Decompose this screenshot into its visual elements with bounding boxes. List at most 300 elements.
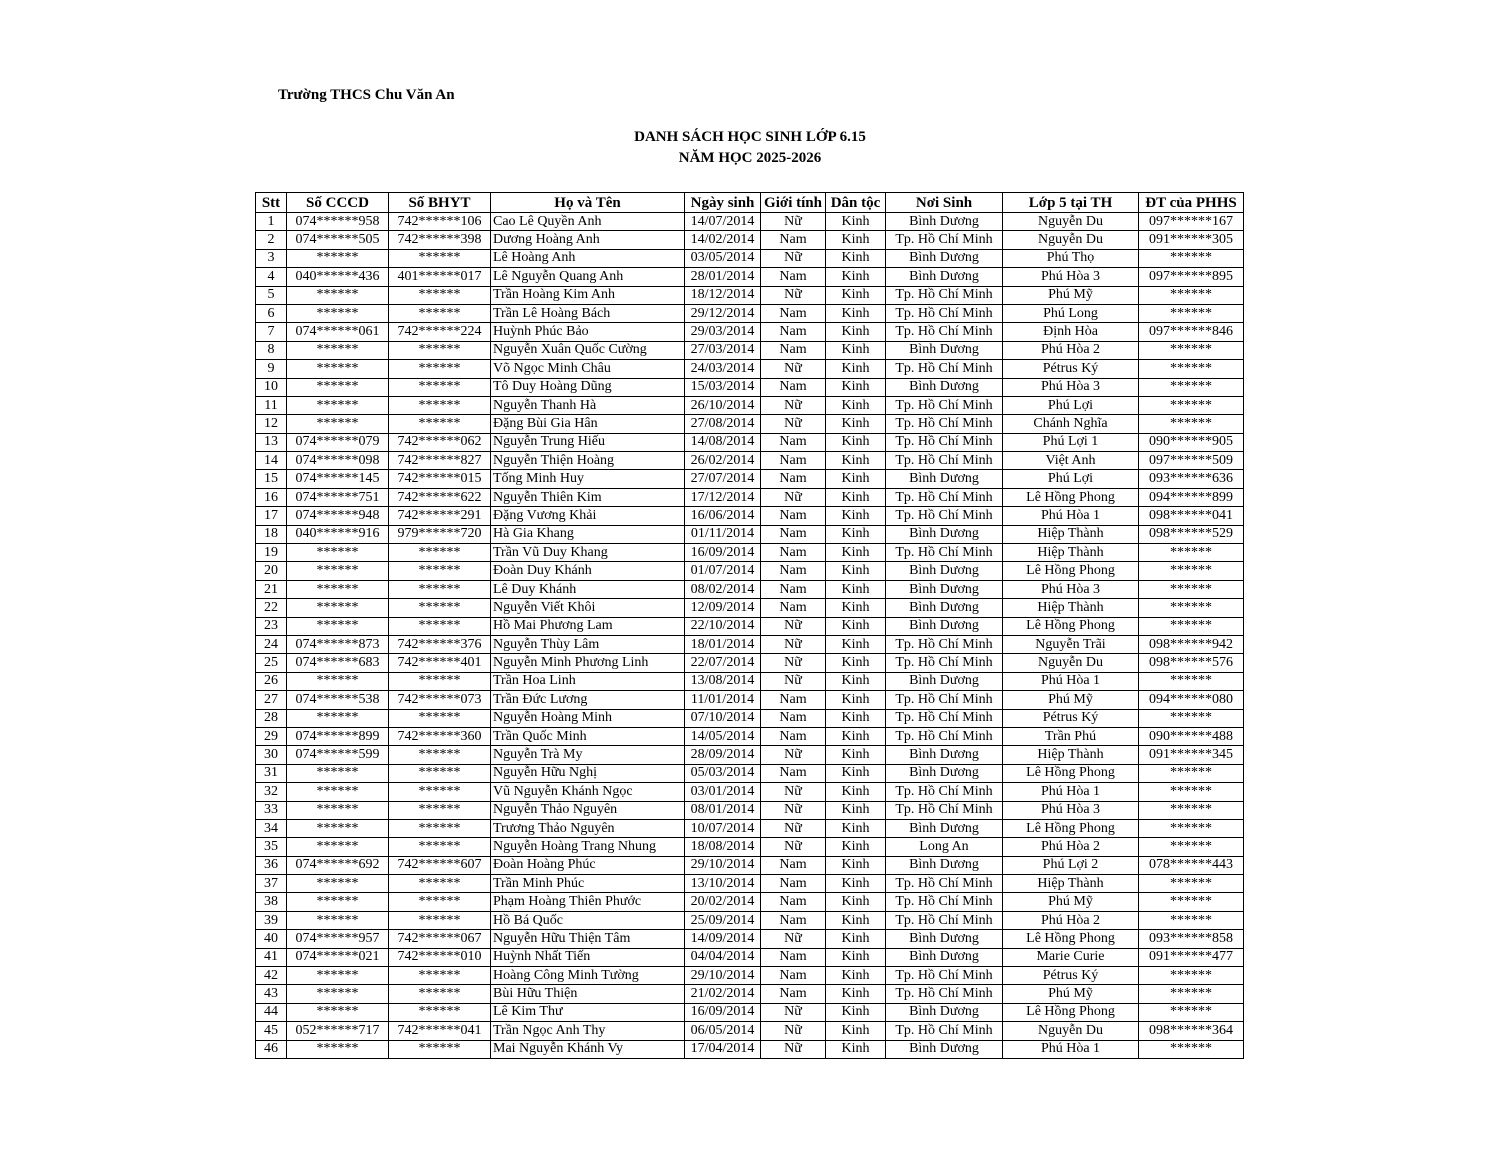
cell-prev-school: Phú Hòa 3: [1003, 801, 1139, 819]
cell-cccd: 074******692: [287, 856, 389, 874]
table-row: [256, 709, 1244, 727]
cell-ethnicity: Kinh: [826, 764, 886, 782]
cell-ethnicity: Kinh: [826, 911, 886, 929]
cell-bhyt: ******: [389, 967, 491, 985]
table-header-row: [256, 193, 1244, 213]
cell-prev-school: Phú Mỹ: [1003, 691, 1139, 709]
cell-ethnicity: Kinh: [826, 341, 886, 359]
cell-prev-school: Phú Hòa 3: [1003, 580, 1139, 598]
cell-dob: 17/04/2014: [685, 1040, 761, 1058]
cell-birthplace: Bình Dương: [886, 1040, 1003, 1058]
cell-gender: Nữ: [761, 1040, 826, 1058]
cell-prev-school: Nguyễn Du: [1003, 1022, 1139, 1040]
cell-prev-school: Nguyễn Du: [1003, 231, 1139, 249]
cell-name: Phạm Hoàng Thiên Phước: [491, 893, 685, 911]
cell-dob: 03/01/2014: [685, 783, 761, 801]
cell-name: Bùi Hữu Thiện: [491, 985, 685, 1003]
table-row: [256, 396, 1244, 414]
cell-prev-school: Lê Hồng Phong: [1003, 930, 1139, 948]
table-row: [256, 1003, 1244, 1021]
cell-prev-school: Hiệp Thành: [1003, 746, 1139, 764]
cell-ethnicity: Kinh: [826, 617, 886, 635]
cell-dob: 18/08/2014: [685, 838, 761, 856]
cell-bhyt: 742******398: [389, 231, 491, 249]
cell-name: Đặng Vương Khải: [491, 507, 685, 525]
cell-cccd: 074******538: [287, 691, 389, 709]
cell-cccd: 040******436: [287, 268, 389, 286]
cell-bhyt: ******: [389, 819, 491, 837]
cell-cccd: ******: [287, 378, 389, 396]
cell-birthplace: Tp. Hồ Chí Minh: [886, 507, 1003, 525]
cell-birthplace: Tp. Hồ Chí Minh: [886, 635, 1003, 653]
cell-prev-school: Phú Lợi: [1003, 470, 1139, 488]
header-gender: Giới tính: [761, 193, 826, 213]
table-row: [256, 249, 1244, 267]
cell-prev-school: Trần Phú: [1003, 727, 1139, 745]
cell-prev-school: Phú Mỹ: [1003, 286, 1139, 304]
cell-stt: 23: [256, 617, 287, 635]
cell-birthplace: Bình Dương: [886, 470, 1003, 488]
cell-birthplace: Tp. Hồ Chí Minh: [886, 911, 1003, 929]
cell-prev-school: Phú Hòa 2: [1003, 838, 1139, 856]
cell-birthplace: Tp. Hồ Chí Minh: [886, 875, 1003, 893]
cell-cccd: 040******916: [287, 525, 389, 543]
cell-birthplace: Bình Dương: [886, 930, 1003, 948]
cell-parent-phone: ******: [1139, 341, 1244, 359]
table-row: [256, 1022, 1244, 1040]
cell-ethnicity: Kinh: [826, 470, 886, 488]
cell-parent-phone: 091******305: [1139, 231, 1244, 249]
cell-birthplace: Tp. Hồ Chí Minh: [886, 452, 1003, 470]
cell-birthplace: Long An: [886, 838, 1003, 856]
cell-parent-phone: 091******477: [1139, 948, 1244, 966]
cell-prev-school: Nguyễn Du: [1003, 654, 1139, 672]
cell-dob: 08/02/2014: [685, 580, 761, 598]
table-row: [256, 304, 1244, 322]
cell-stt: 17: [256, 507, 287, 525]
cell-gender: Nữ: [761, 783, 826, 801]
cell-gender: Nam: [761, 452, 826, 470]
cell-cccd: ******: [287, 1040, 389, 1058]
cell-gender: Nam: [761, 911, 826, 929]
cell-cccd: ******: [287, 1003, 389, 1021]
cell-dob: 14/02/2014: [685, 231, 761, 249]
cell-gender: Nữ: [761, 488, 826, 506]
cell-parent-phone: 094******899: [1139, 488, 1244, 506]
table-row: [256, 323, 1244, 341]
cell-ethnicity: Kinh: [826, 635, 886, 653]
table-row: [256, 746, 1244, 764]
cell-parent-phone: ******: [1139, 838, 1244, 856]
cell-gender: Nữ: [761, 746, 826, 764]
cell-birthplace: Tp. Hồ Chí Minh: [886, 433, 1003, 451]
cell-birthplace: Tp. Hồ Chí Minh: [886, 727, 1003, 745]
table-row: [256, 268, 1244, 286]
cell-name: Cao Lê Quyền Anh: [491, 213, 685, 231]
cell-dob: 07/10/2014: [685, 709, 761, 727]
table-row: [256, 801, 1244, 819]
cell-parent-phone: 098******041: [1139, 507, 1244, 525]
cell-name: Nguyễn Trung Hiếu: [491, 433, 685, 451]
cell-gender: Nữ: [761, 360, 826, 378]
cell-stt: 13: [256, 433, 287, 451]
cell-ethnicity: Kinh: [826, 727, 886, 745]
cell-parent-phone: ******: [1139, 415, 1244, 433]
table-row: [256, 213, 1244, 231]
cell-gender: Nam: [761, 985, 826, 1003]
cell-cccd: ******: [287, 985, 389, 1003]
cell-gender: Nam: [761, 544, 826, 562]
cell-gender: Nữ: [761, 654, 826, 672]
cell-bhyt: 979******720: [389, 525, 491, 543]
table-row: [256, 378, 1244, 396]
cell-birthplace: Tp. Hồ Chí Minh: [886, 544, 1003, 562]
cell-name: Nguyễn Viết Khôi: [491, 599, 685, 617]
cell-name: Trần Lê Hoàng Bách: [491, 304, 685, 322]
cell-prev-school: Phú Hòa 2: [1003, 341, 1139, 359]
cell-dob: 14/07/2014: [685, 213, 761, 231]
cell-birthplace: Tp. Hồ Chí Minh: [886, 286, 1003, 304]
cell-ethnicity: Kinh: [826, 507, 886, 525]
cell-birthplace: Tp. Hồ Chí Minh: [886, 783, 1003, 801]
table-row: [256, 231, 1244, 249]
cell-parent-phone: 093******636: [1139, 470, 1244, 488]
cell-prev-school: Lê Hồng Phong: [1003, 617, 1139, 635]
cell-stt: 16: [256, 488, 287, 506]
cell-dob: 16/09/2014: [685, 1003, 761, 1021]
cell-birthplace: Bình Dương: [886, 856, 1003, 874]
cell-gender: Nam: [761, 470, 826, 488]
cell-prev-school: Hiệp Thành: [1003, 875, 1139, 893]
cell-ethnicity: Kinh: [826, 838, 886, 856]
cell-prev-school: Pétrus Ký: [1003, 709, 1139, 727]
cell-dob: 26/10/2014: [685, 396, 761, 414]
cell-name: Lê Hoàng Anh: [491, 249, 685, 267]
cell-name: Nguyễn Thảo Nguyên: [491, 801, 685, 819]
table-row: [256, 1040, 1244, 1058]
cell-parent-phone: ******: [1139, 911, 1244, 929]
cell-parent-phone: ******: [1139, 1003, 1244, 1021]
cell-dob: 21/02/2014: [685, 985, 761, 1003]
cell-ethnicity: Kinh: [826, 1003, 886, 1021]
table-row: [256, 856, 1244, 874]
cell-stt: 9: [256, 360, 287, 378]
cell-gender: Nữ: [761, 1003, 826, 1021]
cell-birthplace: Bình Dương: [886, 746, 1003, 764]
cell-prev-school: Phú Lợi 1: [1003, 433, 1139, 451]
cell-prev-school: Pétrus Ký: [1003, 967, 1139, 985]
cell-cccd: ******: [287, 967, 389, 985]
cell-stt: 26: [256, 672, 287, 690]
cell-stt: 44: [256, 1003, 287, 1021]
cell-dob: 29/03/2014: [685, 323, 761, 341]
cell-dob: 01/07/2014: [685, 562, 761, 580]
cell-gender: Nam: [761, 599, 826, 617]
cell-parent-phone: 097******846: [1139, 323, 1244, 341]
cell-cccd: 074******948: [287, 507, 389, 525]
cell-bhyt: 742******073: [389, 691, 491, 709]
cell-stt: 19: [256, 544, 287, 562]
cell-dob: 04/04/2014: [685, 948, 761, 966]
cell-name: Trần Hoàng Kim Anh: [491, 286, 685, 304]
cell-bhyt: 742******827: [389, 452, 491, 470]
cell-dob: 12/09/2014: [685, 599, 761, 617]
cell-bhyt: ******: [389, 875, 491, 893]
cell-cccd: ******: [287, 341, 389, 359]
cell-gender: Nam: [761, 948, 826, 966]
cell-prev-school: Phú Lợi: [1003, 396, 1139, 414]
cell-stt: 37: [256, 875, 287, 893]
cell-prev-school: Phú Hòa 1: [1003, 783, 1139, 801]
cell-birthplace: Bình Dương: [886, 562, 1003, 580]
cell-cccd: ******: [287, 286, 389, 304]
header-ethnicity: Dân tộc: [826, 193, 886, 213]
cell-gender: Nữ: [761, 396, 826, 414]
cell-birthplace: Bình Dương: [886, 249, 1003, 267]
cell-parent-phone: ******: [1139, 617, 1244, 635]
cell-prev-school: Phú Hòa 3: [1003, 268, 1139, 286]
cell-ethnicity: Kinh: [826, 304, 886, 322]
cell-ethnicity: Kinh: [826, 525, 886, 543]
cell-ethnicity: Kinh: [826, 967, 886, 985]
cell-cccd: 074******079: [287, 433, 389, 451]
cell-stt: 40: [256, 930, 287, 948]
cell-name: Nguyễn Thùy Lâm: [491, 635, 685, 653]
cell-name: Nguyễn Hữu Nghị: [491, 764, 685, 782]
cell-gender: Nữ: [761, 1022, 826, 1040]
cell-birthplace: Tp. Hồ Chí Minh: [886, 967, 1003, 985]
cell-bhyt: ******: [389, 801, 491, 819]
cell-parent-phone: ******: [1139, 396, 1244, 414]
cell-prev-school: Nguyễn Trãi: [1003, 635, 1139, 653]
cell-stt: 5: [256, 286, 287, 304]
cell-stt: 43: [256, 985, 287, 1003]
table-row: [256, 819, 1244, 837]
cell-ethnicity: Kinh: [826, 801, 886, 819]
cell-parent-phone: ******: [1139, 599, 1244, 617]
cell-prev-school: Định Hòa: [1003, 323, 1139, 341]
cell-ethnicity: Kinh: [826, 654, 886, 672]
cell-stt: 42: [256, 967, 287, 985]
cell-gender: Nam: [761, 562, 826, 580]
cell-bhyt: ******: [389, 709, 491, 727]
cell-cccd: ******: [287, 304, 389, 322]
school-name: Trường THCS Chu Văn An: [278, 87, 455, 103]
cell-bhyt: ******: [389, 746, 491, 764]
cell-name: Trần Hoa Linh: [491, 672, 685, 690]
cell-bhyt: 742******376: [389, 635, 491, 653]
cell-prev-school: Lê Hồng Phong: [1003, 562, 1139, 580]
cell-dob: 18/12/2014: [685, 286, 761, 304]
cell-prev-school: Marie Curie: [1003, 948, 1139, 966]
cell-gender: Nam: [761, 580, 826, 598]
cell-cccd: 074******958: [287, 213, 389, 231]
cell-name: Mai Nguyễn Khánh Vy: [491, 1040, 685, 1058]
cell-birthplace: Bình Dương: [886, 341, 1003, 359]
cell-bhyt: 742******622: [389, 488, 491, 506]
cell-stt: 32: [256, 783, 287, 801]
cell-stt: 31: [256, 764, 287, 782]
cell-parent-phone: 078******443: [1139, 856, 1244, 874]
cell-gender: Nữ: [761, 819, 826, 837]
cell-prev-school: Lê Hồng Phong: [1003, 1003, 1139, 1021]
cell-dob: 11/01/2014: [685, 691, 761, 709]
table-row: [256, 544, 1244, 562]
cell-ethnicity: Kinh: [826, 985, 886, 1003]
cell-dob: 27/03/2014: [685, 341, 761, 359]
cell-cccd: ******: [287, 396, 389, 414]
cell-stt: 11: [256, 396, 287, 414]
cell-prev-school: Pétrus Ký: [1003, 360, 1139, 378]
table-row: [256, 415, 1244, 433]
cell-stt: 22: [256, 599, 287, 617]
cell-parent-phone: ******: [1139, 801, 1244, 819]
cell-parent-phone: ******: [1139, 378, 1244, 396]
cell-ethnicity: Kinh: [826, 249, 886, 267]
cell-birthplace: Tp. Hồ Chí Minh: [886, 709, 1003, 727]
table-row: [256, 507, 1244, 525]
cell-bhyt: ******: [389, 911, 491, 929]
cell-birthplace: Bình Dương: [886, 819, 1003, 837]
cell-ethnicity: Kinh: [826, 396, 886, 414]
cell-gender: Nam: [761, 304, 826, 322]
cell-parent-phone: 090******488: [1139, 727, 1244, 745]
cell-birthplace: Bình Dương: [886, 213, 1003, 231]
cell-ethnicity: Kinh: [826, 268, 886, 286]
cell-name: Dương Hoàng Anh: [491, 231, 685, 249]
cell-ethnicity: Kinh: [826, 415, 886, 433]
cell-dob: 25/09/2014: [685, 911, 761, 929]
cell-birthplace: Tp. Hồ Chí Minh: [886, 893, 1003, 911]
cell-name: Hoàng Công Minh Tường: [491, 967, 685, 985]
cell-cccd: ******: [287, 801, 389, 819]
cell-name: Trương Thảo Nguyên: [491, 819, 685, 837]
cell-bhyt: 742******010: [389, 948, 491, 966]
table-row: [256, 764, 1244, 782]
cell-birthplace: Bình Dương: [886, 580, 1003, 598]
table-row: [256, 893, 1244, 911]
table-row: [256, 452, 1244, 470]
cell-cccd: 074******505: [287, 231, 389, 249]
header-parent-phone: ĐT của PHHS: [1139, 193, 1244, 213]
cell-gender: Nam: [761, 231, 826, 249]
table-row: [256, 783, 1244, 801]
cell-name: Đoàn Duy Khánh: [491, 562, 685, 580]
cell-name: Tô Duy Hoàng Dũng: [491, 378, 685, 396]
cell-bhyt: ******: [389, 580, 491, 598]
cell-ethnicity: Kinh: [826, 930, 886, 948]
header-cccd: Số CCCD: [287, 193, 389, 213]
cell-birthplace: Tp. Hồ Chí Minh: [886, 323, 1003, 341]
cell-ethnicity: Kinh: [826, 893, 886, 911]
cell-ethnicity: Kinh: [826, 1022, 886, 1040]
cell-gender: Nữ: [761, 930, 826, 948]
cell-parent-phone: ******: [1139, 249, 1244, 267]
cell-cccd: ******: [287, 580, 389, 598]
cell-gender: Nam: [761, 341, 826, 359]
cell-prev-school: Lê Hồng Phong: [1003, 488, 1139, 506]
cell-cccd: 074******145: [287, 470, 389, 488]
cell-ethnicity: Kinh: [826, 562, 886, 580]
cell-ethnicity: Kinh: [826, 231, 886, 249]
cell-birthplace: Tp. Hồ Chí Minh: [886, 304, 1003, 322]
cell-bhyt: ******: [389, 764, 491, 782]
cell-dob: 14/08/2014: [685, 433, 761, 451]
cell-bhyt: 742******401: [389, 654, 491, 672]
cell-dob: 15/03/2014: [685, 378, 761, 396]
cell-parent-phone: 097******895: [1139, 268, 1244, 286]
cell-ethnicity: Kinh: [826, 378, 886, 396]
cell-name: Trần Minh Phúc: [491, 875, 685, 893]
cell-name: Nguyễn Hữu Thiện Tâm: [491, 930, 685, 948]
cell-dob: 18/01/2014: [685, 635, 761, 653]
cell-bhyt: ******: [389, 249, 491, 267]
student-table: [255, 192, 1244, 1059]
cell-bhyt: ******: [389, 396, 491, 414]
cell-name: Trần Quốc Minh: [491, 727, 685, 745]
table-row: [256, 635, 1244, 653]
table-row: [256, 286, 1244, 304]
cell-birthplace: Tp. Hồ Chí Minh: [886, 415, 1003, 433]
cell-stt: 36: [256, 856, 287, 874]
cell-cccd: 074******098: [287, 452, 389, 470]
cell-bhyt: ******: [389, 544, 491, 562]
cell-prev-school: Phú Hòa 1: [1003, 1040, 1139, 1058]
cell-ethnicity: Kinh: [826, 746, 886, 764]
cell-stt: 10: [256, 378, 287, 396]
cell-parent-phone: ******: [1139, 783, 1244, 801]
cell-gender: Nam: [761, 378, 826, 396]
cell-gender: Nữ: [761, 249, 826, 267]
cell-cccd: 052******717: [287, 1022, 389, 1040]
cell-birthplace: Bình Dương: [886, 378, 1003, 396]
cell-name: Đặng Bùi Gia Hân: [491, 415, 685, 433]
cell-gender: Nam: [761, 709, 826, 727]
cell-dob: 27/08/2014: [685, 415, 761, 433]
cell-prev-school: Phú Hòa 3: [1003, 378, 1139, 396]
cell-dob: 16/06/2014: [685, 507, 761, 525]
cell-birthplace: Tp. Hồ Chí Minh: [886, 231, 1003, 249]
cell-ethnicity: Kinh: [826, 691, 886, 709]
cell-prev-school: Phú Lợi 2: [1003, 856, 1139, 874]
cell-parent-phone: ******: [1139, 544, 1244, 562]
cell-birthplace: Bình Dương: [886, 525, 1003, 543]
cell-ethnicity: Kinh: [826, 488, 886, 506]
cell-ethnicity: Kinh: [826, 433, 886, 451]
cell-name: Trần Vũ Duy Khang: [491, 544, 685, 562]
cell-dob: 05/03/2014: [685, 764, 761, 782]
cell-dob: 06/05/2014: [685, 1022, 761, 1040]
cell-parent-phone: ******: [1139, 875, 1244, 893]
cell-bhyt: 742******360: [389, 727, 491, 745]
cell-cccd: 074******751: [287, 488, 389, 506]
cell-bhyt: ******: [389, 617, 491, 635]
cell-stt: 29: [256, 727, 287, 745]
cell-dob: 26/02/2014: [685, 452, 761, 470]
cell-birthplace: Tp. Hồ Chí Minh: [886, 1022, 1003, 1040]
cell-dob: 29/10/2014: [685, 967, 761, 985]
table-row: [256, 985, 1244, 1003]
cell-gender: Nam: [761, 691, 826, 709]
cell-ethnicity: Kinh: [826, 875, 886, 893]
cell-name: Võ Ngọc Minh Châu: [491, 360, 685, 378]
table-row: [256, 470, 1244, 488]
cell-birthplace: Bình Dương: [886, 1003, 1003, 1021]
cell-cccd: ******: [287, 911, 389, 929]
cell-parent-phone: 093******858: [1139, 930, 1244, 948]
cell-cccd: ******: [287, 709, 389, 727]
cell-prev-school: Hiệp Thành: [1003, 544, 1139, 562]
